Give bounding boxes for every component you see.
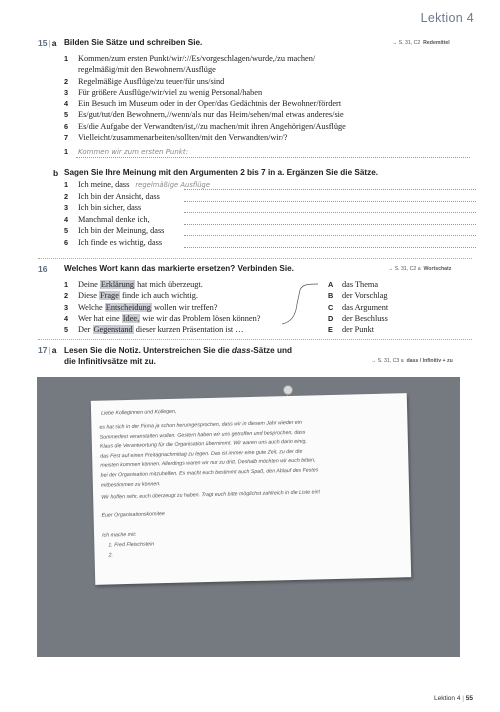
- option-text: das Thema: [342, 280, 379, 289]
- note-line: bei der Organisation mitzuhelfen. Es macht euch bestimmt auch Spaß, den Ablauf des Festes: [100, 467, 319, 479]
- highlighted-word: Erklärung: [100, 280, 135, 289]
- note-closing: Wir hoffen sehr, euch überzeugt zu haben. Tragt euch bitte möglichst zahlreich in die Liste ein!: [101, 489, 321, 501]
- sentence-end: wollen wir treffen?: [154, 302, 218, 312]
- sentence-end: dieser kurzen Präsentation ist …: [135, 325, 244, 335]
- sentence-start: Deine: [78, 280, 98, 289]
- item-number: 5: [64, 325, 69, 335]
- item-number: 7: [64, 133, 69, 143]
- option-letter: E: [328, 325, 333, 335]
- item-number: 6: [64, 121, 69, 131]
- item-number: 5: [64, 110, 69, 120]
- item-number: 6: [64, 237, 69, 247]
- note-list-heading: Ich mache mit:: [102, 531, 137, 539]
- item-prompt: Ich meine, dass: [78, 180, 130, 189]
- note-line: es hat sich in der Firma ja schon herumgesprochen, dass wir in diesem Jahr wieder ein: [99, 419, 302, 431]
- sentence-end: hat mich überzeugt.: [137, 280, 203, 289]
- highlighted-word: Entscheidung: [105, 302, 151, 312]
- item-prompt: Ich bin der Ansicht, dass: [78, 191, 160, 201]
- item-number: 3: [64, 87, 69, 97]
- note-paper: [91, 393, 411, 585]
- item-number: 5: [64, 226, 69, 235]
- item-text: Es/die Aufgabe der Verwandten/ist,//zu machen/mit ihren Angehörigen/Ausflüge: [78, 121, 346, 131]
- handwritten-answer: regelmäßige Ausflüge: [135, 181, 211, 189]
- item-text: Kommen/zum ersten Punkt/wir/://Es/vorgeschlagen/wurde,/zu machen/: [78, 54, 316, 63]
- item-text: Für größere Ausflüge/wir/viel zu wenig Personal/haben: [78, 87, 263, 97]
- task-15b-title: Sagen Sie Ihre Meinung mit den Argumenten 2 bis 7 in a. Ergänzen Sie die Sätze.: [64, 168, 379, 177]
- note-line: Sommerfest veranstalten wollen. Gestern haben wir uns getroffen und besprochen, dass: [99, 429, 306, 441]
- item-prompt: Ich bin sicher, dass: [78, 203, 142, 212]
- item-text: Vielleicht/zusammenarbeiten/sollten/mit den Verwandten/wir/?: [78, 133, 288, 143]
- sentence-start: Diese: [78, 291, 97, 301]
- item-number: 3: [64, 203, 69, 212]
- item-number: 3: [64, 302, 69, 312]
- option-text: das Argument: [342, 302, 389, 312]
- task-15-reference: → S. 31, C2 Redemittel: [392, 40, 450, 46]
- item-number: 4: [64, 313, 69, 323]
- item-number: 2: [64, 76, 69, 86]
- sentence-start: Wer hat eine: [78, 313, 120, 323]
- task-16-title: Welches Wort kann das markierte ersetzen? Verbinden Sie.: [64, 264, 294, 273]
- note-body: [99, 416, 401, 490]
- option-text: der Beschluss: [342, 313, 388, 323]
- task-15b-label: b: [53, 168, 59, 178]
- lesson-title: Lektion 4: [420, 11, 474, 25]
- sentence-end: finde ich auch wichtig.: [121, 291, 198, 301]
- sentence-start: Der: [78, 325, 91, 335]
- match-line: [282, 284, 318, 324]
- item-number: 2: [64, 291, 69, 301]
- item-number: 2: [64, 191, 69, 201]
- task-17-title: Lesen Sie die Notiz. Unterstreichen Sie die dass-Sätze und die Infinitivsätze mit zu.: [64, 346, 292, 366]
- sentence-end: wie wir das Problem lösen können?: [142, 313, 261, 323]
- highlighted-word: Idee,: [122, 313, 140, 323]
- option-letter: C: [328, 302, 334, 312]
- task-number-15: 15|a: [38, 38, 57, 48]
- item-text: Ein Besuch im Museum oder in der Oper/das Gedächtnis der Bewohner/fördert: [78, 99, 342, 109]
- note-signature: Euer Organisationskomitee: [101, 511, 165, 519]
- task-17-reference: → S. 31, C3 a dass / Infinitiv + zu: [371, 358, 453, 364]
- note-line: Klaus die Verantwortung für die Organisation übernimmt. Wir waren uns auch darin einig,: [99, 438, 307, 450]
- item-prompt: Manchmal denke ich,: [78, 214, 150, 224]
- item-number: 4: [64, 214, 69, 224]
- task-15-title: Bilden Sie Sätze und schreiben Sie.: [64, 38, 203, 47]
- highlighted-word: Frage: [99, 291, 119, 301]
- item-text: Es/gut/tut/den Bewohnern,//wenn/als nur das Heim/sehen/mal etwas anderes/sie: [78, 110, 344, 120]
- item-text: Regelmäßige Ausflüge/zu teuer/für uns/sind: [78, 76, 225, 86]
- task-15-example: 1 Kommen wir zum ersten Punkt:: [64, 147, 188, 156]
- note-line: meisten kommen können. Allerdings waren wir nur zu dritt. Deshalb möchten wir euch bitten,: [100, 457, 316, 470]
- task-16-reference: → S. 31, C2 a Wortschatz: [388, 266, 452, 272]
- task-number-16: 16: [38, 264, 48, 274]
- option-text: der Vorschlag: [342, 291, 388, 301]
- page-footer: Lektion 4 | 55: [434, 695, 473, 702]
- item-number: 1: [64, 280, 69, 289]
- section-divider: [38, 339, 472, 340]
- note-list-entry: 2.: [108, 551, 114, 559]
- item-number: 1: [64, 54, 69, 63]
- option-letter: B: [328, 291, 334, 301]
- note-list: [108, 540, 154, 560]
- option-text: der Punkt: [342, 325, 375, 335]
- item-number: 4: [64, 99, 69, 109]
- item-number: 1: [64, 180, 69, 189]
- note-line: mitbestimmen zu können.: [100, 480, 161, 489]
- option-letter: D: [328, 313, 334, 323]
- task-number-17: 17|a: [38, 345, 57, 355]
- item-prompt: Ich finde es wichtig, dass: [78, 237, 163, 247]
- note-list-entry: 1. Fred Fleischstein: [108, 541, 155, 549]
- note-greeting: Liebe Kolleginnen und Kollegen,: [101, 408, 177, 417]
- item-text: regelmäßig/mit den Bewohnern/Ausflüge: [78, 65, 216, 75]
- note-line: das Fest auf einen Freitagnachmittag zu legen. Das ist immer eine gute Zeit, zu der die: [100, 448, 303, 460]
- item-prompt: Ich bin der Meinung, dass: [78, 226, 165, 235]
- sentence-start: Welche: [78, 302, 103, 312]
- pin-icon: [283, 385, 293, 395]
- option-letter: A: [328, 280, 334, 289]
- highlighted-word: Gegenstand: [93, 325, 133, 335]
